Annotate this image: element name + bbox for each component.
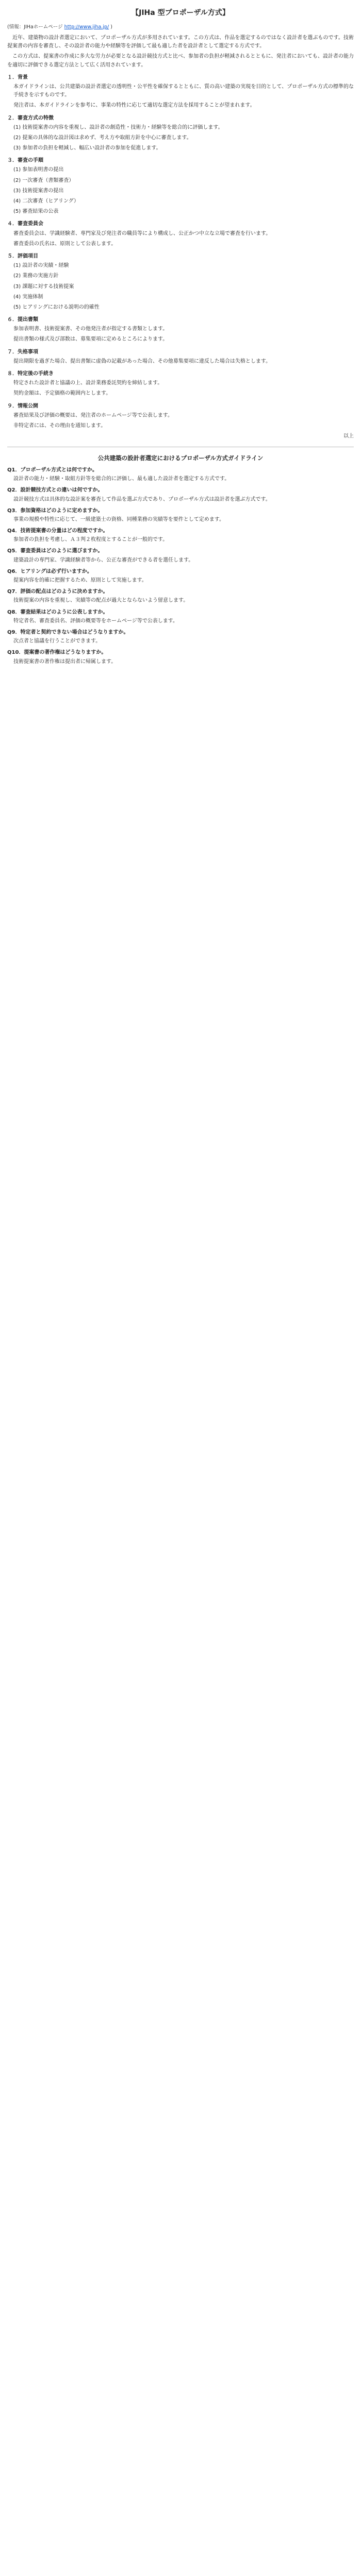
section-heading: ４．審査委員会 (7, 221, 43, 227)
intro (7, 34, 354, 70)
section-item: 契約金額は、予定価格の範囲内とします。 (13, 391, 111, 397)
section-item: 特定された設計者と協議の上、設計業務委託契約を締結します。 (13, 380, 163, 386)
section-item: (1) 設計者の実績・経験 (13, 263, 69, 269)
answer: 設計競技方式は具体的な設計案を審査して作品を選ぶ方式であり、プロポーザル方式は設計者を選ぶ方式です。 (13, 496, 271, 502)
answer: 特定者名、審査委員名、評価の概要等をホームページ等で公表します。 (13, 618, 178, 624)
document-page (0, 0, 361, 684)
section-item: 審査結果及び評価の概要は、発注者のホームページ等で公表します。 (13, 412, 173, 418)
section-heading: ５．評価項目 (7, 253, 38, 259)
section-item: 提出書類の様式及び部数は、募集要項に定めるところによります。 (13, 336, 168, 343)
answer: 事業の規模や特性に応じて、一級建築士の資格、同種業務の実績等を要件として定めます。 (13, 516, 224, 522)
question: Q4．技術提案書の分量はどの程度ですか。 (7, 528, 108, 534)
qa-list (7, 466, 354, 666)
answer: 建築設計の専門家、学識経験者等から、公正な審査ができる者を選任します。 (13, 557, 194, 563)
answer: 設計者の能力・経験・取組方針等を総合的に評価し、最も適した設計者を選定する方式です。 (13, 476, 230, 482)
question: Q6．ヒアリングは必ず行いますか。 (7, 568, 92, 574)
answer: 参加者の負担を考慮し、Ａ３判２枚程度とすることが一般的です。 (13, 537, 168, 543)
section-item: (2) 業務の実施方針 (13, 273, 59, 279)
section-item: (1) 技術提案書の内容を重視し、設計者の創造性・技術力・経験等を総合的に評価します。 (13, 124, 223, 130)
intro-paragraph: この方式は、提案書の作成に多大な労力が必要となる設計競技方式と比べ、参加者の負担が軽減されるとともに、発注者においても、設計者の能力を適切に評価できる選定方法として広く活用されています。 (7, 54, 354, 68)
guide-title: 公共建築の設計者選定におけるプロポーザル方式ガイドライン (97, 454, 264, 462)
section-heading: ６．提出書類 (7, 317, 38, 323)
answer: 技術提案書の著作権は提出者に帰属します。 (13, 658, 117, 665)
section-heading: ７．失格事項 (7, 349, 38, 355)
question: Q9．特定者と契約できない場合はどうなりますか。 (7, 629, 129, 635)
section-item: 審査委員会は、学識経験者、専門家及び発注者の職員等により構成し、公正かつ中立な立場で審査を行います。 (13, 230, 271, 236)
section-item: 非特定者には、その理由を通知します。 (13, 422, 106, 429)
section-item: (3) 課題に対する技術提案 (13, 283, 74, 290)
section-item: (2) 一次審査（書類審査） (13, 177, 74, 183)
answer: 提案内容を的確に把握するため、原則として実施します。 (13, 578, 147, 584)
source-line (7, 23, 354, 31)
section-heading: ８．特定後の手続き (7, 371, 54, 377)
source-link[interactable]: http://www.jiha.jp/ (64, 24, 109, 30)
section-item: 発注者は、本ガイドラインを参考に、事業の特性に応じて適切な選定方法を採用することが望まれます。 (13, 103, 255, 109)
section-item: 参加表明書、技術提案書、その他発注者が指定する書類とします。 (13, 326, 168, 332)
intro-paragraph: 近年、建築物の設計者選定において、プロポーザル方式が多用されています。この方式は、作品を選定するのではなく設計者を選ぶものです。技術提案書の内容を審査し、その設計者の能力や経験等を評価して最も適した者を設計者として選定する方式です。 (7, 35, 354, 49)
section-item: (1) 参加表明書の提出 (13, 167, 64, 173)
question: Q5．審査委員はどのように選びますか。 (7, 548, 103, 554)
question: Q3．参加資格はどのように定めますか。 (7, 507, 103, 514)
section-item: 提出期限を過ぎた場合、提出書類に虚偽の記載があった場合、その他募集要項に違反した場合は失格とします。 (13, 358, 271, 364)
section-item: (5) ヒアリングにおける説明の的確性 (13, 304, 100, 310)
section-item: 審査委員の氏名は、原則として公表します。 (13, 241, 117, 247)
section-heading: ９．情報公開 (7, 403, 38, 409)
source-close: ) (110, 24, 112, 30)
answer: 技術提案の内容を重視し、実績等の配点が過大とならないよう留意します。 (13, 598, 189, 604)
section-heading: １．背景 (7, 74, 28, 80)
question: Q1．プロポーザル方式とは何ですか。 (7, 467, 97, 473)
closing-mark: 以上 (343, 433, 354, 439)
section-item: (3) 技術提案書の提出 (13, 188, 64, 194)
section-item: 本ガイドラインは、公共建築の設計者選定の透明性・公平性を確保するとともに、質の高い建築の実現を目的として、プロポーザル方式の標準的な手続きを示すものです。 (13, 83, 354, 98)
question: Q10．提案書の著作権はどうなりますか。 (7, 650, 107, 656)
question: Q7．評価の配点はどのように決めますか。 (7, 589, 108, 595)
section-item: (3) 参加者の負担を軽減し、幅広い設計者の参加を促進します。 (13, 145, 161, 151)
document-title: 【JIHa 型プロポーザル方式】 (132, 9, 229, 17)
section-heading: ２．審査方式の特徴 (7, 115, 54, 121)
source-label: (情報：JIHaホームページ (7, 24, 63, 30)
answer: 次点者と協議を行うことができます。 (13, 638, 101, 645)
question: Q2．設計競技方式との違いは何ですか。 (7, 487, 103, 494)
sections (7, 74, 354, 430)
section-heading: ３．審査の手順 (7, 158, 43, 164)
section-item: (4) 二次審査（ヒアリング） (13, 198, 79, 205)
section-item: (5) 審査結果の公表 (13, 209, 59, 215)
question: Q8．審査結果はどのように公表しますか。 (7, 609, 108, 615)
section-item: (2) 提案の具体的な設計図は求めず、考え方や取組方針を中心に審査します。 (13, 134, 192, 141)
section-item: (4) 実施体制 (13, 294, 43, 300)
